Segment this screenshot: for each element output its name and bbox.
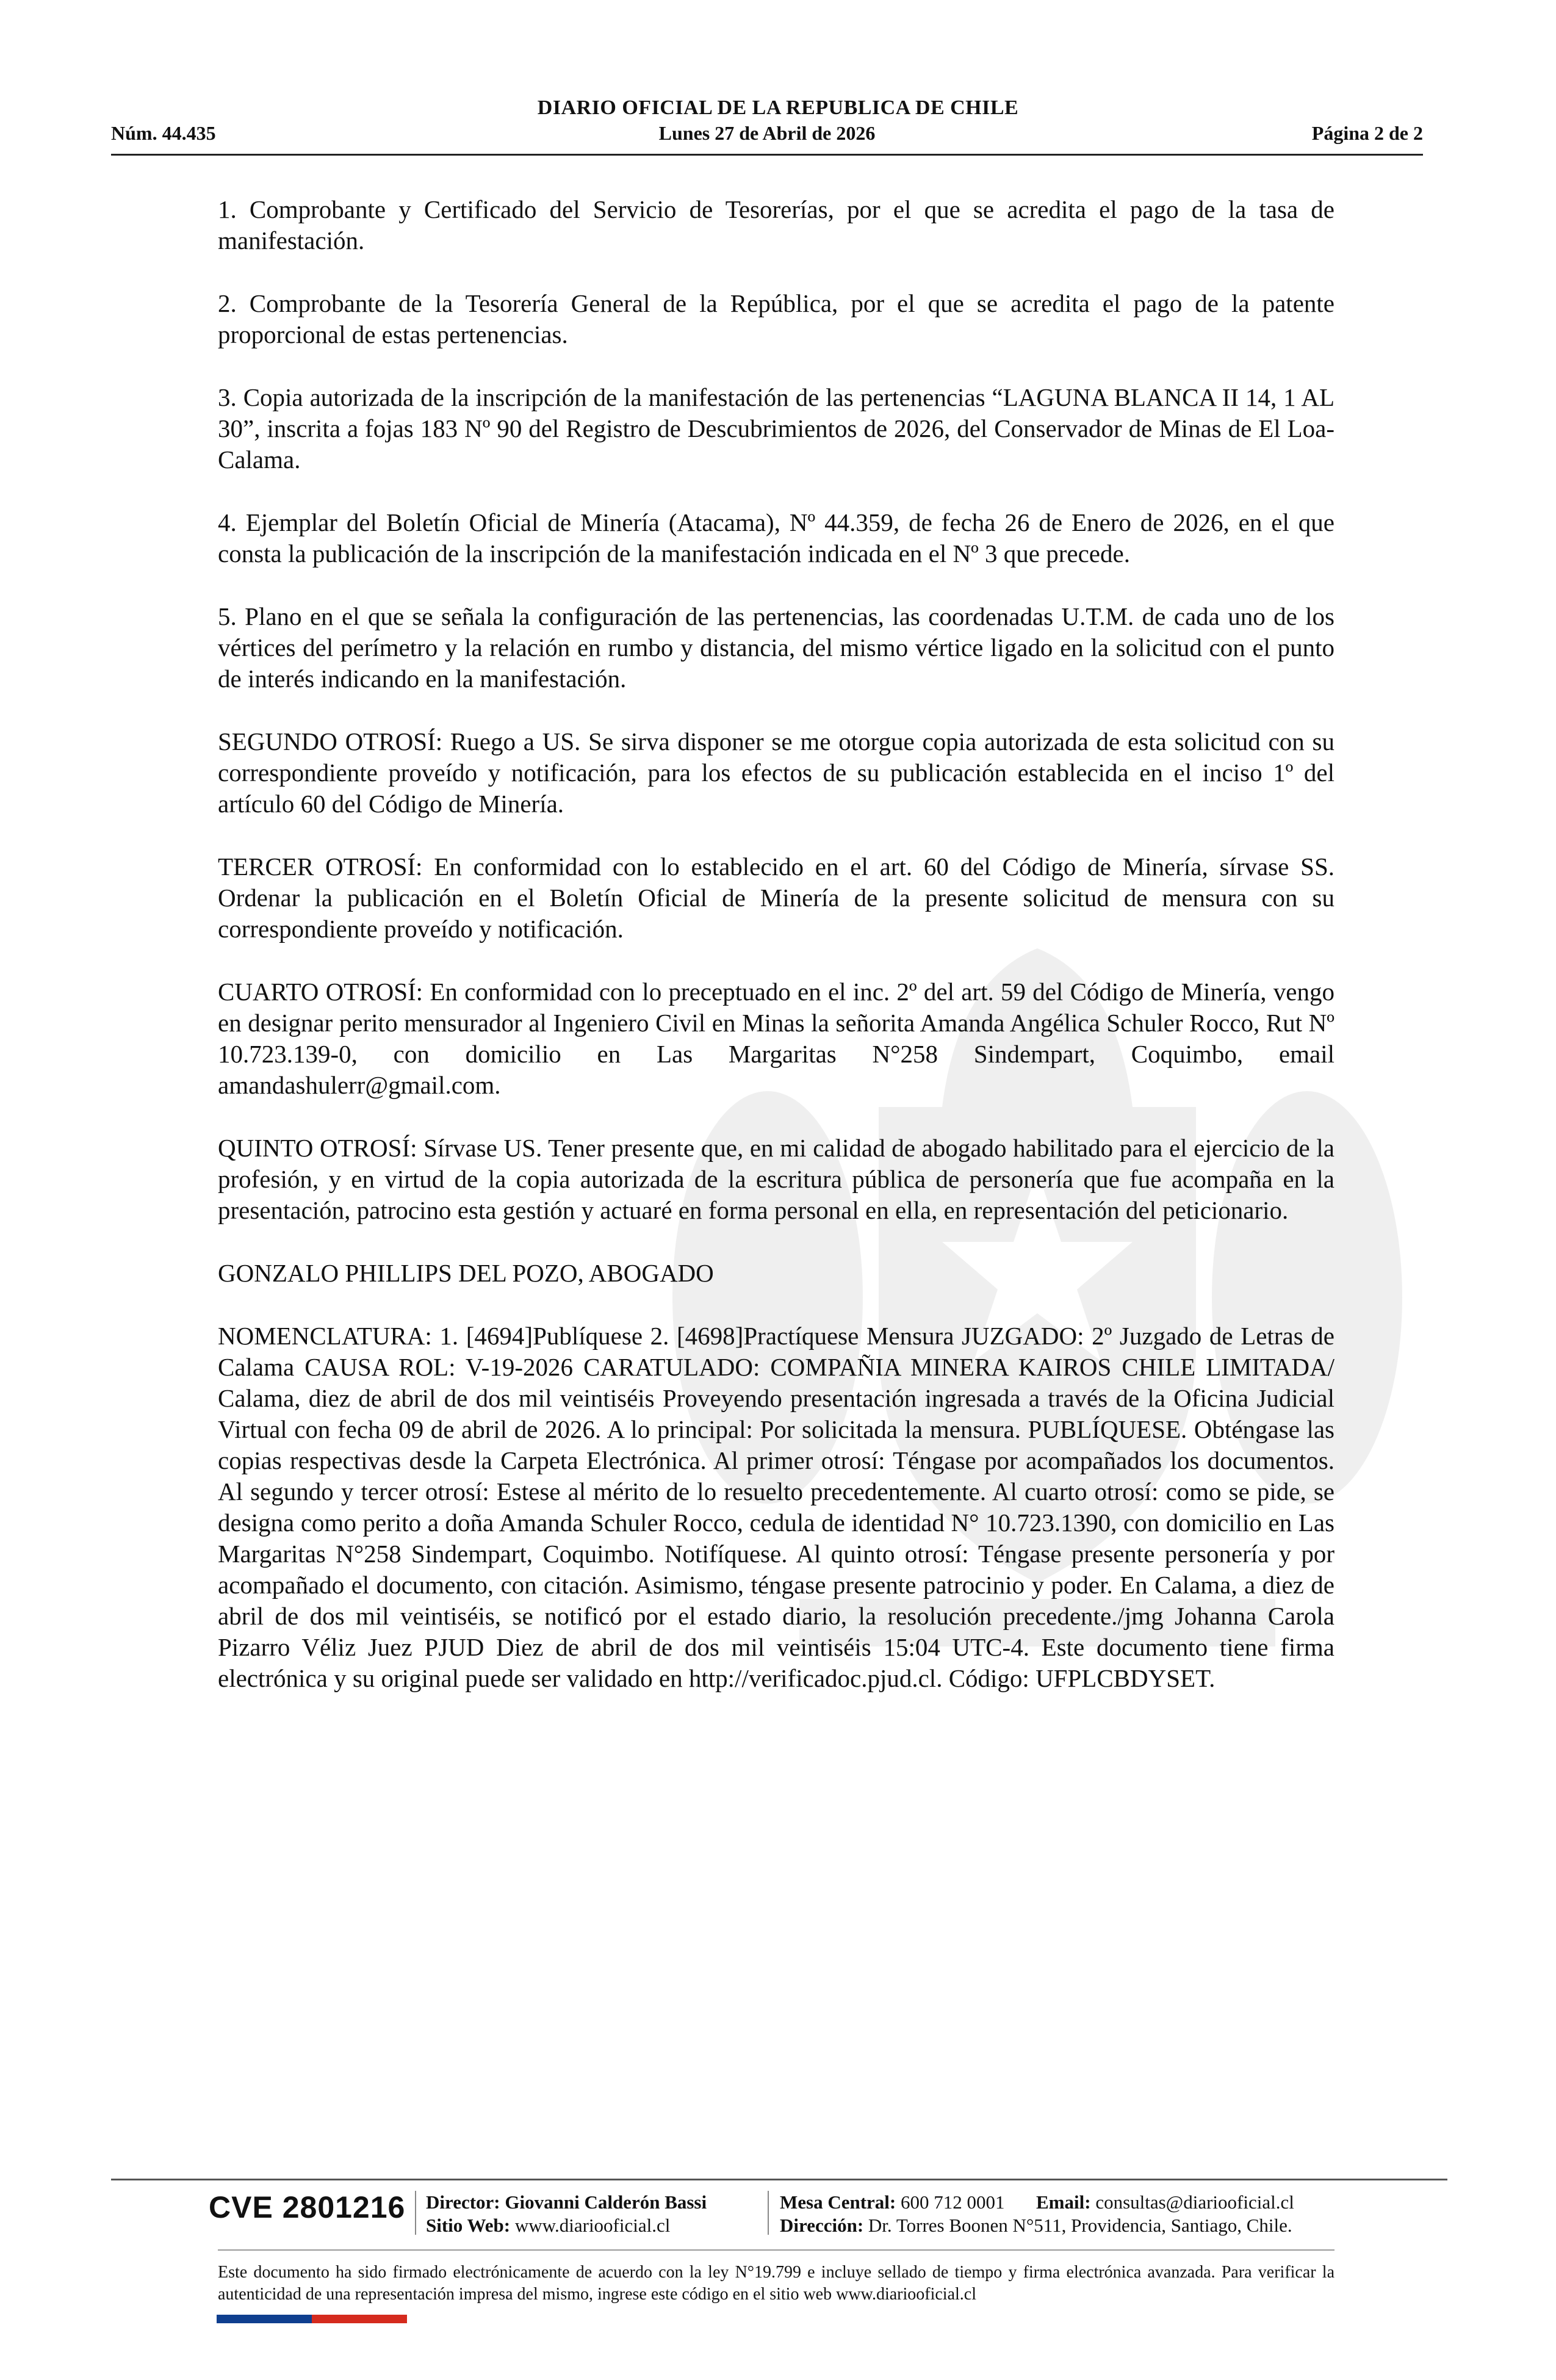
- footer-separator: [768, 2191, 769, 2235]
- cve-code: CVE 2801216: [209, 2190, 406, 2224]
- paragraph-quinto-otrosi: QUINTO OTROSÍ: Sírvase US. Tener presente que, en mi calidad de abogado habilitado para el ejercicio de la profesión, y en virtud de la copia autorizada de la escritura pública de personería que fue acompaña en la presentación, patrocino esta gestión y actuaré en forma personal en ella, en representación del peticionario.: [218, 1134, 1334, 1224]
- issue-date: Lunes 27 de Abril de 2026: [658, 122, 876, 144]
- issue-number: Núm. 44.435: [111, 122, 216, 144]
- header-divider: [111, 154, 1423, 156]
- flag-blue-segment: [217, 2315, 312, 2323]
- website-link[interactable]: www.diariooficial.cl: [514, 2215, 671, 2236]
- footer-divider: [111, 2179, 1447, 2180]
- paragraph-tercer-otrosi: TERCER OTROSÍ: En conformidad con lo establecido en el art. 60 del Código de Minería, sírvase SS. Ordenar la publicación en el Boletín Oficial de Minería de la presente solicitud de mensura con su correspondiente proveído y notificación.: [218, 853, 1334, 943]
- paragraph-item-3: 3. Copia autorizada de la inscripción de la manifestación de las pertenencias “LAGUNA BLANCA II 14, 1 AL 30”, inscrita a fojas 183 Nº 90 del Registro de Descubrimientos de 2026, del Conservador de Minas de El Loa-Calama.: [218, 383, 1334, 474]
- footer-contact-column: [780, 2191, 1294, 2237]
- footer-director-column: [426, 2191, 707, 2237]
- address-text: Dr. Torres Boonen N°511, Providencia, Santiago, Chile.: [868, 2215, 1292, 2236]
- footer-separator: [415, 2191, 416, 2235]
- phone-number: 600 712 0001: [901, 2191, 1005, 2213]
- flag-red-segment: [312, 2315, 407, 2323]
- director-label: Director:: [426, 2191, 500, 2213]
- paragraph-cuarto-otrosi: CUARTO OTROSÍ: En conformidad con lo preceptuado en el inc. 2º del art. 59 del Código de Minería, vengo en designar perito mensurador al Ingeniero Civil en Minas la señorita Amanda Angélica Schuler Rocco, Rut Nº 10.723.139-0, con domicilio en Las Margaritas N°258 Sindempart, Coquimbo, email amandashulerr@gmail.com.: [218, 978, 1334, 1099]
- paragraph-nomenclatura: NOMENCLATURA: 1. [4694]Publíquese 2. [4698]Practíquese Mensura JUZGADO: 2º Juzgado de Letras de Calama CAUSA ROL: V-19-2026 CARATULADO: COMPAÑIA MINERA KAIROS CHILE LIMITADA/ Calama, diez de abril de dos mil veintiséis Proveyendo presentación ingresada a través de la Oficina Judicial Virtual con fecha 09 de abril de 2026. A lo principal: Por solicitada la mensura. PUBLÍQUESE. Obténgase las copias respectivas desde la Carpeta Electrónica. Al primer otrosí: Téngase por acompañados los documentos. Al segundo y tercer otrosí: Estese al mérito de lo resuelto precedentemente. Al cuarto otrosí: como se pide, se designa como perito a doña Amanda Schuler Rocco, cedula de identidad N° 10.723.1390, con domicilio en Las Margaritas N°258 Sindempart, Coquimbo. Notifíquese. Al quinto otrosí: Téngase presente personería y por acompañado el documento, con citación. Asimismo, téngase presente patrocinio y poder. En Calama, a diez de abril de dos mil veintiséis, se notificó por el estado diario, la resolución precedente./jmg Johanna Carola Pizarro Véliz Juez PJUD Diez de abril de dos mil veintiséis 15:04 UTC-4. Este documento tiene firma electrónica y su original puede ser validado en http://verificadoc.pjud.cl. Código: UFPLCBDYSET.: [218, 1322, 1334, 1692]
- newspaper-title: DIARIO OFICIAL DE LA REPUBLICA DE CHILE: [537, 96, 1019, 119]
- paragraph-item-1: 1. Comprobante y Certificado del Servicio de Tesorerías, por el que se acredita el pago de la tasa de manifestación.: [218, 195, 1334, 254]
- paragraph-item-4: 4. Ejemplar del Boletín Oficial de Minería (Atacama), Nº 44.359, de fecha 26 de Enero de 2026, en el que consta la publicación de la inscripción de la manifestación indicada en el Nº 3 que precede.: [218, 508, 1334, 568]
- header-info-row: [111, 122, 1423, 149]
- phone-label: Mesa Central:: [780, 2191, 896, 2213]
- paragraph-item-5: 5. Plano en el que se señala la configuración de las pertenencias, las coordenadas U.T.M. de cada uno de los vértices del perímetro y la relación en rumbo y distancia, del mismo vértice ligado en la solicitud con el punto de interés indicando en la manifestación.: [218, 602, 1334, 693]
- email-label: Email:: [1036, 2191, 1091, 2213]
- document-body: [218, 194, 1334, 1694]
- address-label: Dirección:: [780, 2215, 864, 2236]
- page-indicator: Página 2 de 2: [1311, 122, 1423, 144]
- paragraph-segundo-otrosi: SEGUNDO OTROSÍ: Ruego a US. Se sirva disponer se me otorgue copia autorizada de esta solicitud con su correspondiente proveído y notificación, para los efectos de su publicación establecida en el inciso 1º del artículo 60 del Código de Minería.: [218, 727, 1334, 818]
- director-name: Giovanni Calderón Bassi: [505, 2191, 707, 2213]
- footer-inner-divider: [218, 2249, 1334, 2251]
- signature-line: GONZALO PHILLIPS DEL POZO, ABOGADO: [218, 1259, 714, 1287]
- paragraph-item-2: 2. Comprobante de la Tesorería General de la República, por el que se acredita el pago de la patente proporcional de estas pertenencias.: [218, 289, 1334, 348]
- email-link[interactable]: consultas@diariooficial.cl: [1095, 2191, 1294, 2213]
- legal-notice: Este documento ha sido firmado electrónicamente de acuerdo con la ley N°19.799 e incluye sellado de tiempo y firma electrónica avanzada. Para verificar la autenticidad de una representación impresa del mismo, ingrese este código en el sitio web www.diariooficial.cl: [218, 2263, 1334, 2304]
- website-label: Sitio Web:: [426, 2215, 511, 2236]
